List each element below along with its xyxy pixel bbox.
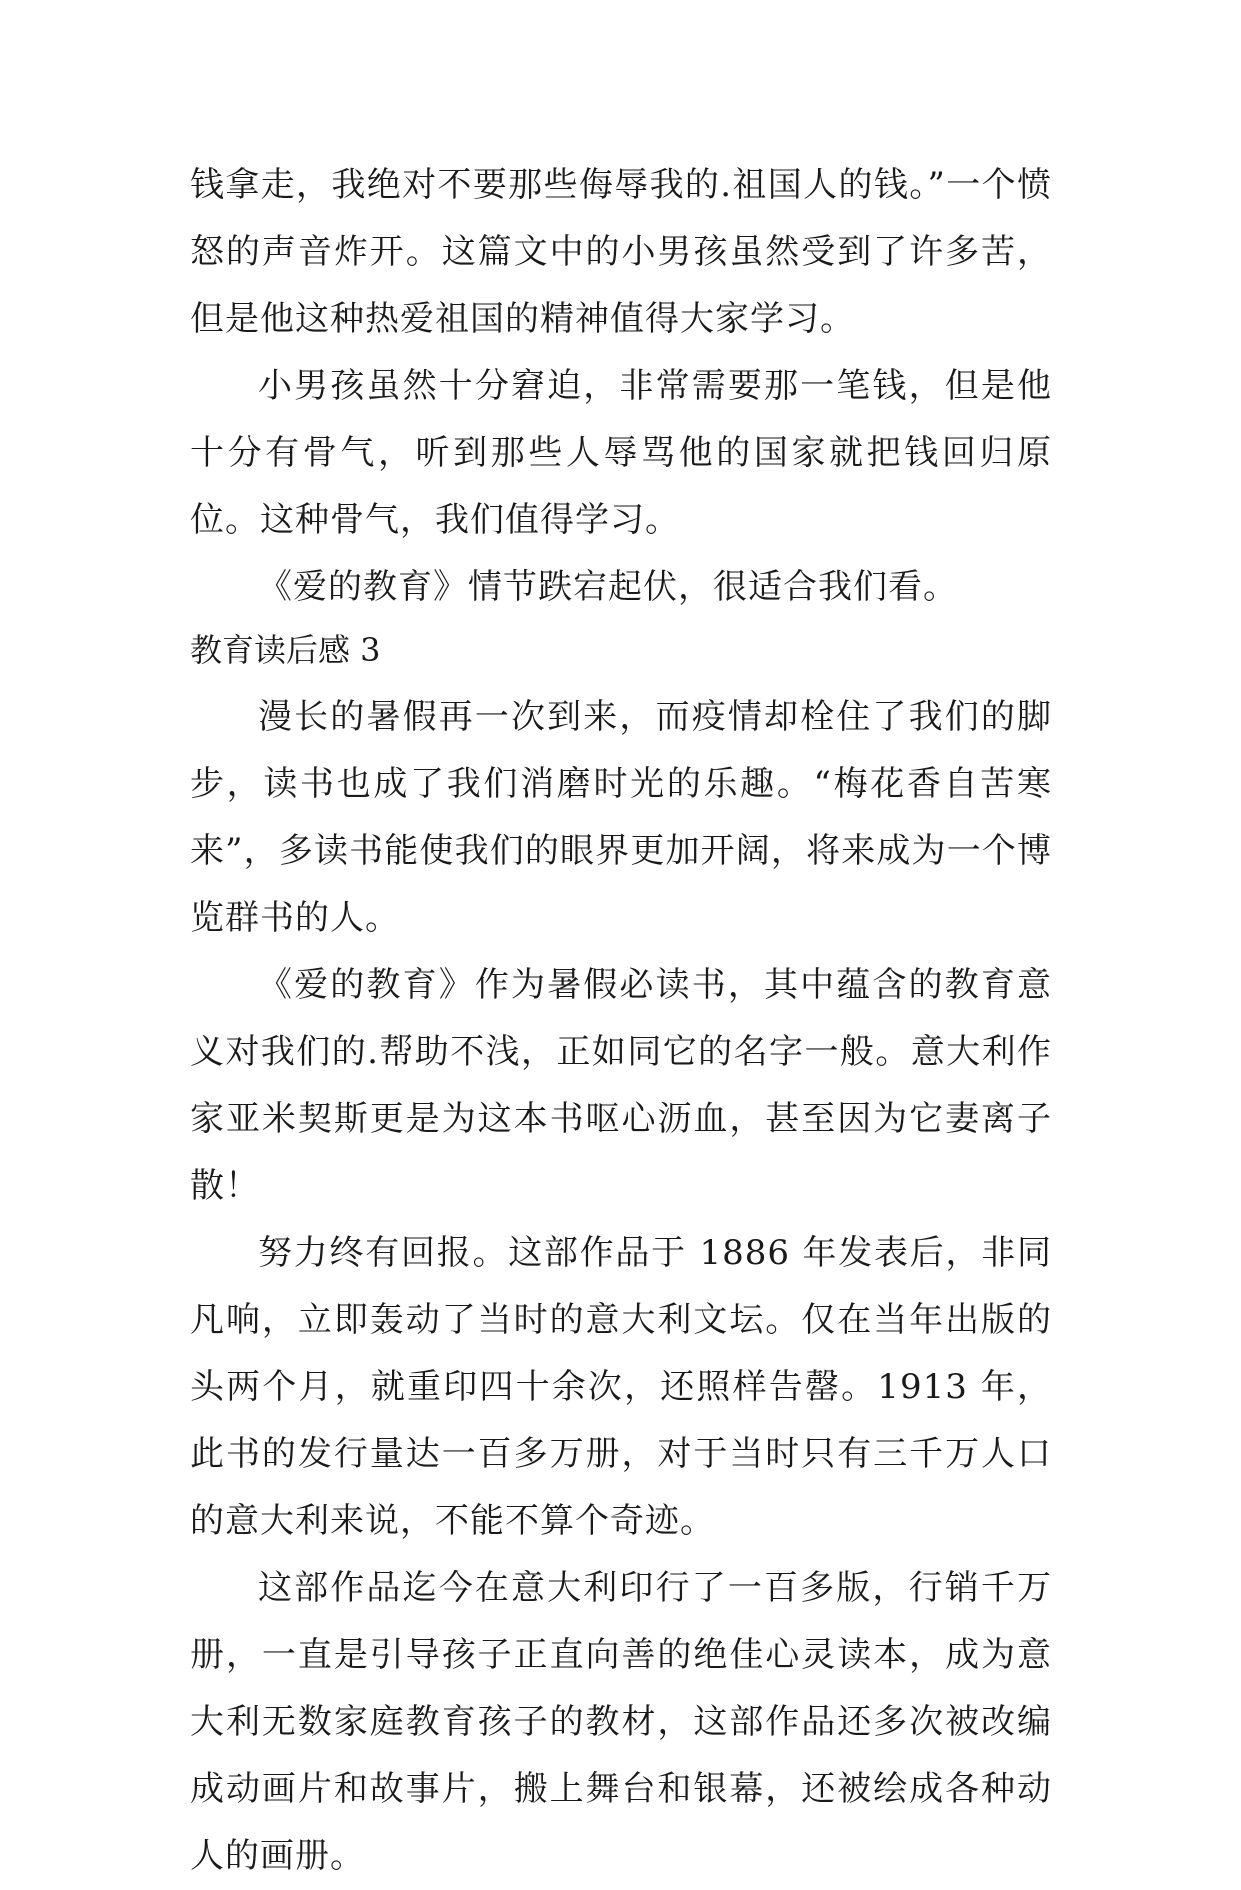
paragraph: 小男孩虽然十分窘迫，非常需要那一笔钱，但是他十分有骨气，听到那些人辱骂他的国家就把钱回归原位。这种骨气，我们值得学习。 <box>190 366 1052 540</box>
section-block <box>190 617 1052 1890</box>
paragraph: 钱拿走，我绝对不要那些侮辱我的.祖国人的钱。”一个愤怒的声音炸开。这篇文中的小男孩虽然受到了许多苦，但是他这种热爱祖国的精神值得大家学习。 <box>190 165 1052 339</box>
paragraph: 努力终有回报。这部作品于 1886 年发表后，非同凡响，立即轰动了当时的意大利文坛。仅在当年出版的头两个月，就重印四十余次，还照样告罄。1913 年，此书的发行量达一百多万册，对于当时只有三千万人口的意大利来说，不能不算个奇迹。 <box>190 1233 1052 1541</box>
section-title: 教育读后感 3 <box>190 631 381 669</box>
paragraph: 这部作品迄今在意大利印行了一百多版，行销千万册，一直是引导孩子正直向善的绝佳心灵读本，成为意大利无数家庭教育孩子的教材，这部作品还多次被改编成动画片和故事片，搬上舞台和银幕，还被绘成各种动人的画册。 <box>190 1568 1052 1876</box>
continued-text-block <box>190 152 1052 621</box>
paragraph: 《爱的教育》情节跌宕起伏，很适合我们看。 <box>258 567 958 607</box>
paragraph: 漫长的暑假再一次到来，而疫情却栓住了我们的脚步，读书也成了我们消磨时光的乐趣。“梅花香自苦寒来”，多读书能使我们的眼界更加开阔，将来成为一个博览群书的人。 <box>190 697 1052 938</box>
paragraph: 《爱的教育》作为暑假必读书，其中蕴含的教育意义对我们的.帮助不浅，正如同它的名字一般。意大利作家亚米契斯更是为这本书呕心沥血，甚至因为它妻离子散！ <box>190 965 1052 1206</box>
